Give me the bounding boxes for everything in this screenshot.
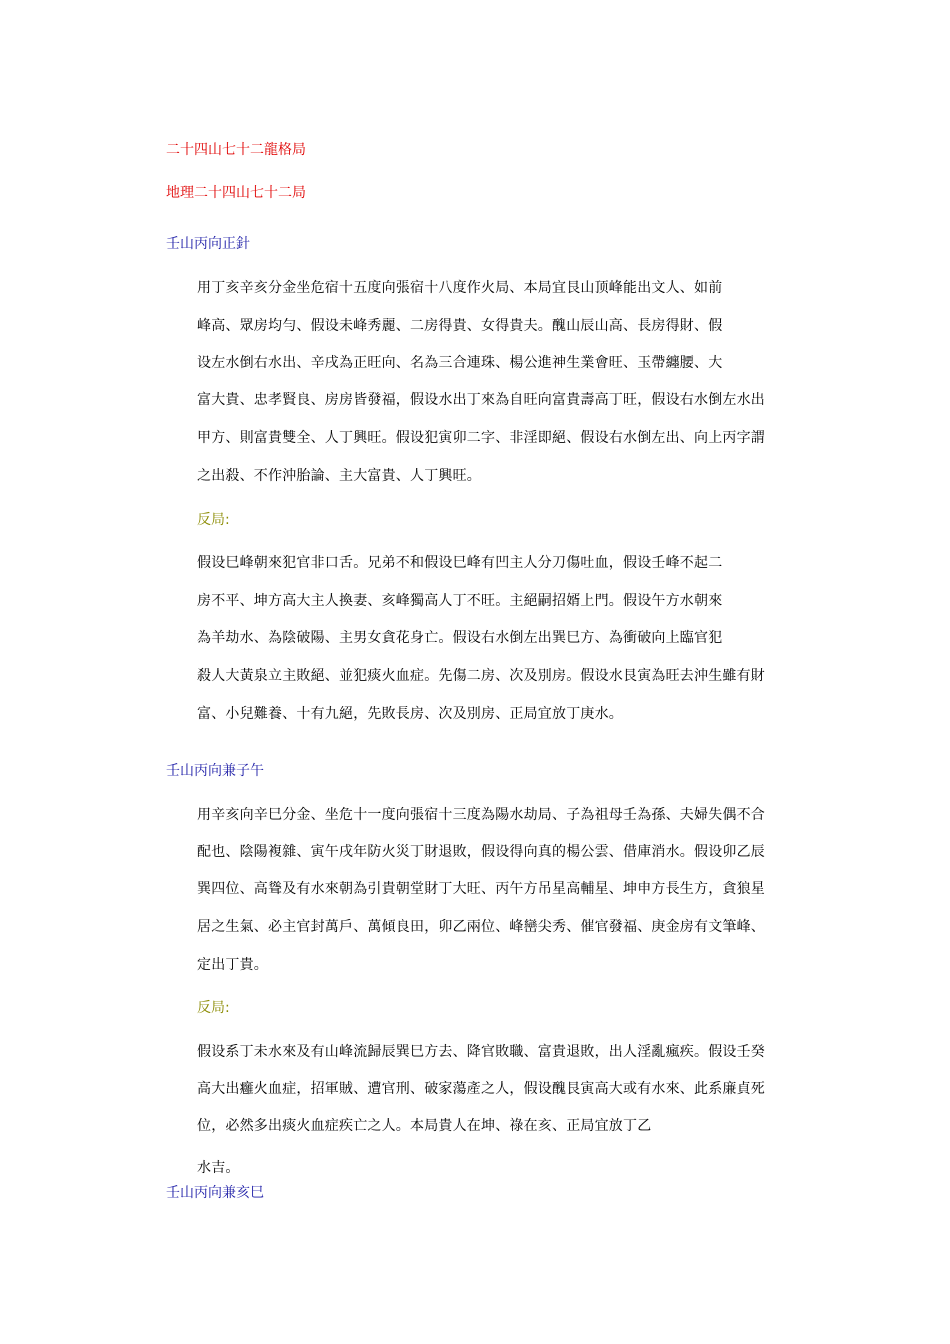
paragraph-line: 定出丁貴。 — [197, 957, 268, 973]
paragraph-line: 之出殺、不作沖胎論、主大富貴、人丁興旺。 — [197, 468, 481, 484]
document-title: 二十四山七十二龍格局 — [166, 142, 306, 158]
paragraph-line: 峰高、眾房均勻、假设未峰秀麗、二房得貴、女得貴夫。醜山辰山高、長房得財、假 — [197, 318, 723, 334]
paragraph-line: 设左水倒右水出、辛戌為正旺向、名為三合連珠、楊公進神生業會旺、玉帶纏腰、大 — [197, 355, 723, 371]
reverse-label: 反局: — [197, 1000, 230, 1016]
paragraph-line: 用辛亥向辛巳分金、坐危十一度向張宿十三度為陽水劫局、子為祖母壬為孫、夫婦失偶不合 — [197, 807, 765, 823]
paragraph-line: 位，必然多出痰火血症疾亡之人。本局貴人在坤、祿在亥、正局宜放丁乙 — [197, 1118, 652, 1134]
paragraph-line: 假设巳峰朝來犯官非口舌。兄弟不和假设巳峰有凹主人分刀傷吐血，假设壬峰不起二 — [197, 555, 723, 571]
reverse-label: 反局: — [197, 512, 230, 528]
paragraph-line: 假设系丁未水來及有山峰流歸辰巽巳方去、降官敗職、富貴退敗，出人淫亂瘋疾。假设壬癸 — [197, 1044, 765, 1060]
paragraph-line: 富大貴、忠孝賢良、房房皆發福，假设水出丁來為自旺向富貴壽高丁旺，假设右水倒左水出 — [197, 392, 765, 408]
paragraph-line: 用丁亥辛亥分金坐危宿十五度向張宿十八度作火局、本局宜艮山顶峰能出文人、如前 — [197, 280, 723, 296]
paragraph-line: 配也、陰陽複雜、寅午戌年防火災丁財退敗，假设得向真的楊公雲、借庫消水。假设卯乙辰 — [197, 844, 765, 860]
paragraph-line: 居之生氣、必主官封萬戶、萬傾良田，卯乙兩位、峰巒尖秀、催官發福、庚金房有文筆峰、 — [197, 919, 765, 935]
paragraph-line: 水吉。 — [197, 1160, 240, 1176]
paragraph-line: 甲方、則富貴雙全、人丁興旺。假设犯寅卯二字、非淫即絕、假设右水倒左出、向上丙字謂 — [197, 430, 765, 446]
section-heading: 壬山丙向兼子午 — [166, 763, 264, 779]
section-heading: 壬山丙向兼亥巳 — [166, 1185, 264, 1201]
paragraph-line: 為羊劫水、為陰破陽、主男女貪花身亡。假设右水倒左出巽巳方、為衝破向上臨官犯 — [197, 630, 723, 646]
paragraph-line: 巽四位、高聳及有水來朝為引貴朝堂財丁大旺、丙午方吊星高輔星、坤申方長生方，貪狼星 — [197, 881, 765, 897]
section-heading: 壬山丙向正針 — [166, 236, 250, 252]
paragraph-line: 房不平、坤方高大主人換妻、亥峰獨高人丁不旺。主絕嗣招婿上門。假设午方水朝來 — [197, 593, 723, 609]
document-subtitle: 地理二十四山七十二局 — [166, 185, 306, 201]
paragraph-line: 富、小兒難養、十有九絕，先敗長房、次及別房、正局宜放丁庚水。 — [197, 706, 623, 722]
paragraph-line: 高大出癰火血症，招軍賊、遭官刑、破家蕩產之人，假设醜艮寅高大或有水來、此系廉貞死 — [197, 1081, 765, 1097]
paragraph-line: 殺人大黃泉立主敗絕、並犯痰火血症。先傷二房、次及別房。假设水艮寅為旺去沖生雖有財 — [197, 668, 765, 684]
